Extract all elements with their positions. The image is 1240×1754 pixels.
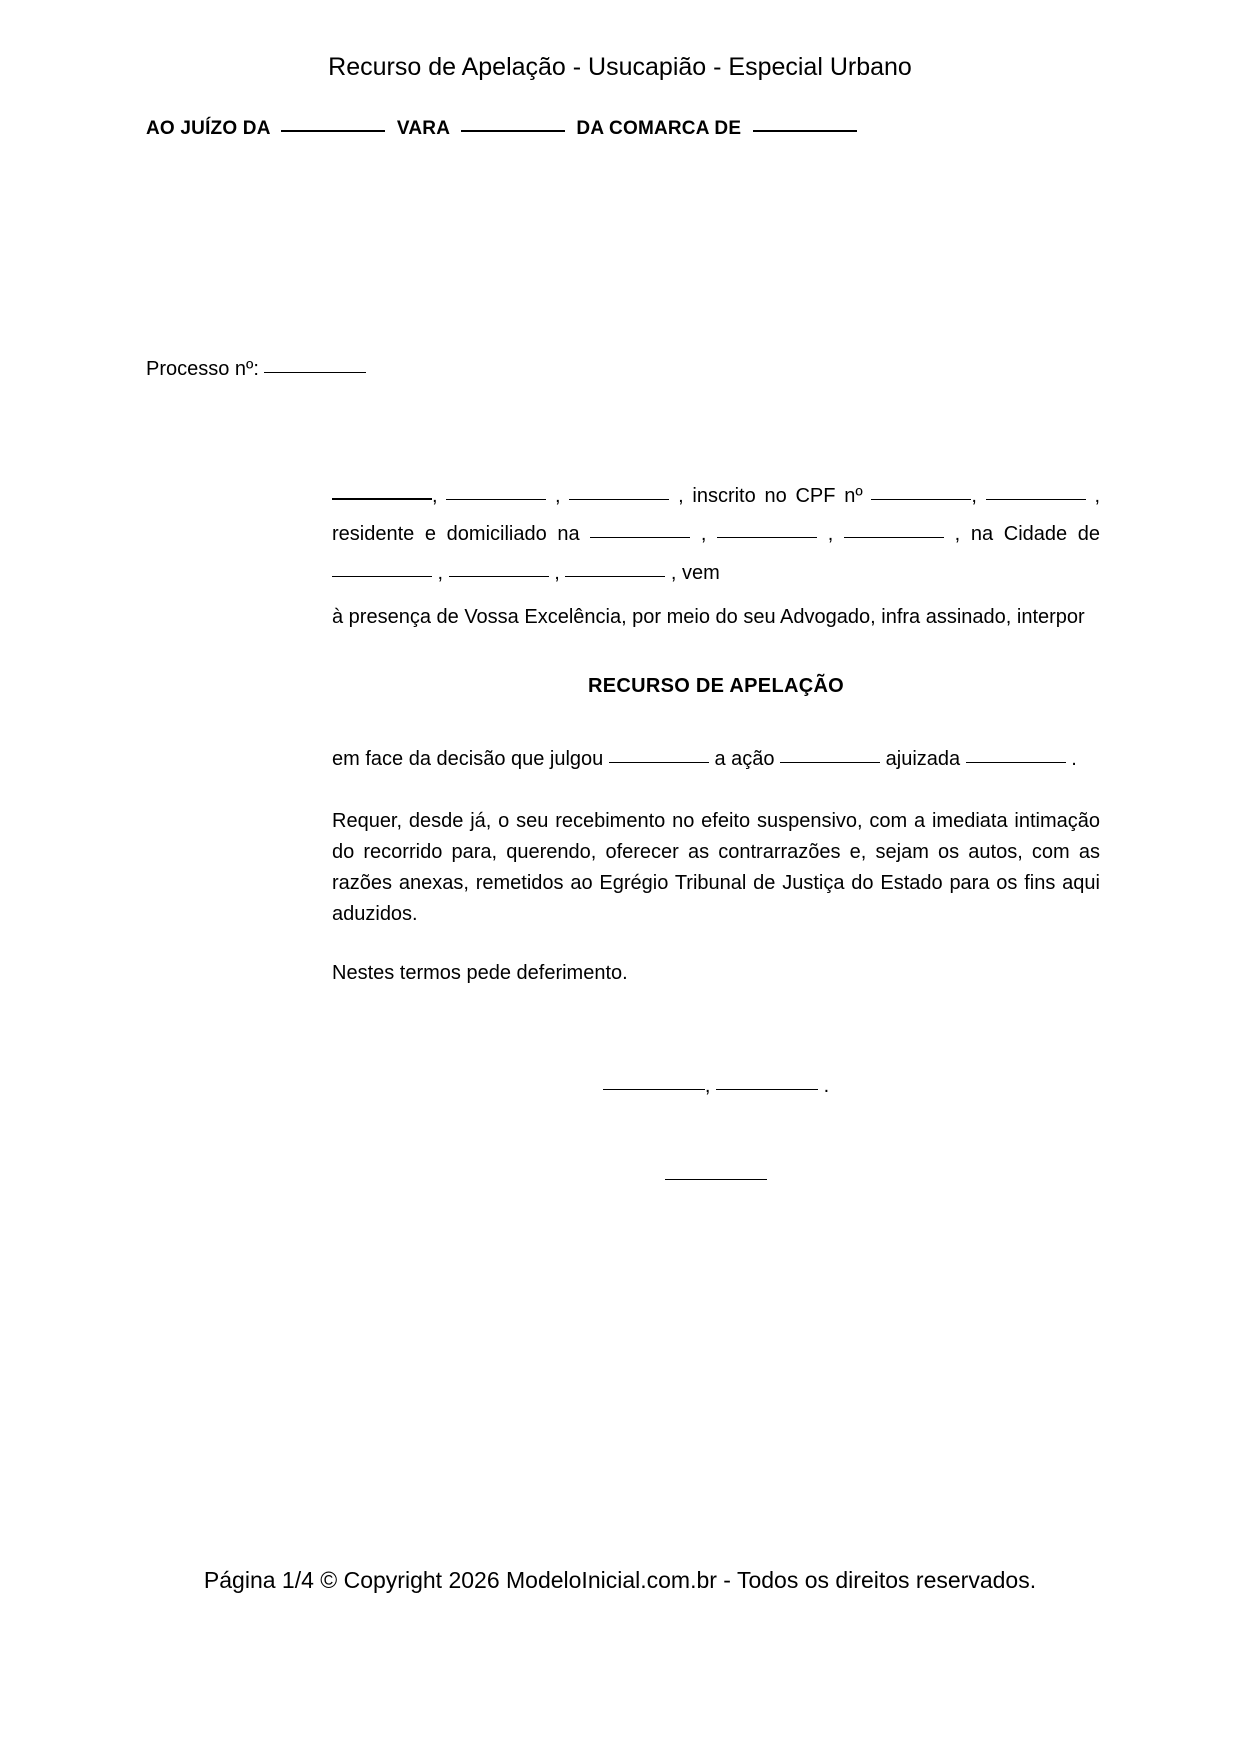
qualification-cpf-label: , inscrito no CPF nº [678, 485, 863, 507]
process-number-line [146, 358, 1100, 381]
signature-period: . [823, 1074, 830, 1097]
appeal-title: RECURSO DE APELAÇÃO [587, 675, 845, 698]
party-number-blank[interactable] [717, 537, 817, 538]
party-marital-blank[interactable] [569, 499, 669, 500]
spacer-after-addressee [146, 140, 1100, 358]
qualification-paragraph: , , , inscrito no CPF nº , , residente e domiciliado na , , , na Cidade de , , , vem [332, 485, 1101, 584]
decision-part-2: a ação [714, 747, 775, 770]
spacer-before-request [332, 778, 1100, 806]
party-cpf-blank[interactable] [871, 499, 971, 500]
spacer-after-process [146, 381, 1100, 477]
decision-part-3: ajuizada [885, 747, 961, 770]
spacer-before-closing [332, 930, 1100, 958]
decision-period: . [1071, 747, 1077, 770]
signature-separator: , [704, 1074, 711, 1097]
document-footer: Página 1/4 © Copyright 2026 ModeloInicial.com.br - Todos os direitos reservados. [203, 1567, 1037, 1593]
decision-paragraph [332, 740, 1100, 778]
party-state-blank[interactable] [449, 576, 549, 577]
signature-city-blank[interactable] [603, 1089, 705, 1090]
closing-paragraph: Nestes termos pede deferimento. [332, 961, 628, 984]
decision-by-blank[interactable] [966, 762, 1066, 763]
party-rg-blank[interactable] [986, 499, 1086, 500]
decision-action-blank[interactable] [780, 762, 880, 763]
party-nationality-blank[interactable] [446, 499, 546, 500]
signature-name-line [332, 1157, 1100, 1195]
qualification-residence-label: , residente e domiciliado na [332, 485, 1100, 546]
addressee-blank-3[interactable] [753, 130, 857, 132]
addressee-middle: VARA [396, 118, 450, 139]
qualification-city-label: , na Cidade de [954, 523, 1101, 546]
addressee-line [146, 118, 1100, 140]
party-zip-blank[interactable] [565, 576, 665, 577]
intro-paragraph: à presença de Vossa Excelência, por meio do seu Advogado, infra assinado, interpor [332, 606, 1085, 629]
addressee-blank-2[interactable] [461, 130, 565, 132]
addressee-blank-1[interactable] [281, 130, 385, 132]
request-paragraph: Requer, desde já, o seu recebimento no efeito suspensivo, com a imediata intimação do recorrido para, querendo, oferecer as contrarrazões e, sejam os autos, com as razões anexas, remetidos ao Egrégio Tribunal de Justiça do Estado para os fins aqui aduzidos. [332, 809, 1100, 925]
document-header-title: Recurso de Apelação - Usucapião - Especial Urbano [328, 53, 912, 81]
decision-result-blank[interactable] [609, 762, 709, 763]
qualification-block [332, 477, 1100, 1196]
party-address-blank[interactable] [590, 537, 690, 538]
decision-part-1: em face da decisão que julgou [332, 747, 604, 770]
party-district-blank[interactable] [844, 537, 944, 538]
signature-place-line [332, 1067, 1100, 1105]
party-city-blank[interactable] [332, 576, 432, 577]
qualification-end-label: , vem [670, 561, 720, 584]
signature-name-blank[interactable] [665, 1179, 767, 1180]
process-number-label: Processo nº: [146, 358, 259, 380]
process-number-blank[interactable] [264, 372, 366, 373]
party-name-blank[interactable] [332, 498, 432, 500]
addressee-suffix: DA COMARCA DE [576, 118, 742, 139]
signature-date-blank[interactable] [716, 1089, 818, 1090]
document-body [146, 118, 1100, 1196]
addressee-prefix: AO JUÍZO DA [146, 118, 270, 139]
